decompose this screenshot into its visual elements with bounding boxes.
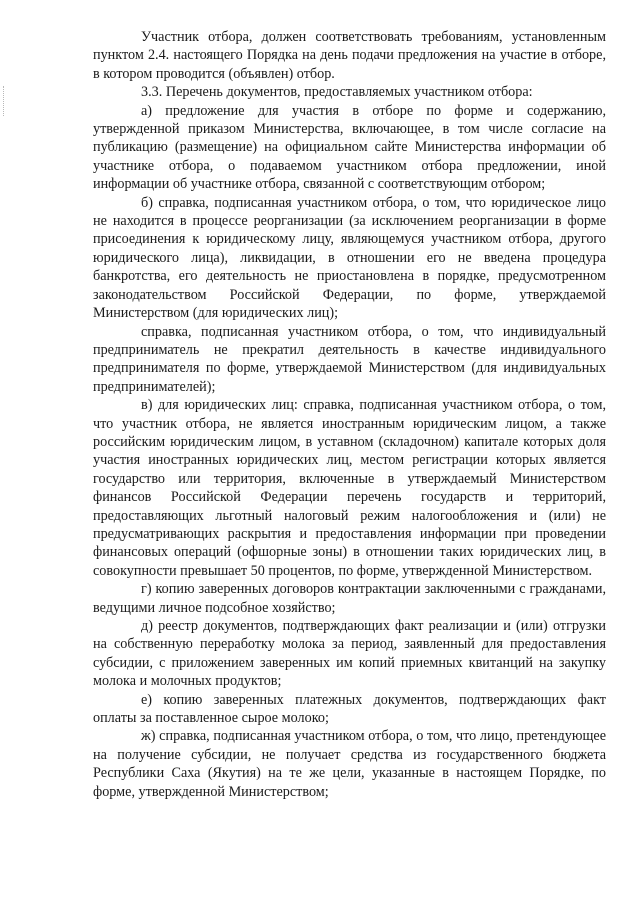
paragraph-item-g: г) копию заверенных договоров контрактации заключенными с гражданами, ведущими личное подсобное хозяйство; — [93, 581, 606, 616]
paragraph-item-e: е) копию заверенных платежных документов, подтверждающих факт оплаты за поставленное сырое молоко; — [93, 691, 606, 727]
paragraph-participant-requirements: Участник отбора, должен соответствовать требованиям, установленным пунктом 2.4. настоящего Порядка на день подачи предложения на участие в отборе, в котором проводится (объявлен) отбор. — [93, 29, 606, 82]
paragraph-item-a: а) предложение для участия в отборе по форме и содержанию, утвержденной приказом Министерства, включающее, в том числе согласие на публикацию (размещение) на официальном сайте Министерства информации об участнике отбора, о подаваемом участником отбора предложении, иной информации об участнике отбора, связанной с соответствующим отбором; — [93, 102, 606, 193]
paragraph-documents-list-heading: 3.3. Перечень документов, предоставляемых участником отбора: — [141, 84, 533, 101]
paragraph-item-b-entrepreneur: справка, подписанная участником отбора, о том, что индивидуальный предприниматель не прекратил деятельность в качестве индивидуального предпринимателя по форме, утверждаемой Министерством (для индивидуальных предпринимателей); — [93, 323, 606, 395]
scan-margin-mark — [3, 86, 6, 116]
document-body — [93, 28, 606, 801]
paragraph-item-b: б) справка, подписанная участником отбора, о том, что юридическое лицо не находится в процессе реорганизации (за исключением реорганизации в форме присоединения к юридическому лицу, являющемуся участником отбора, другого юридического лица), ликвидации, в отношении его не введена процедура банкротства, его деятельность не приостановлена в порядке, предусмотренном законодательством Российской Федерации, по форме, утверждаемой Министерством (для юридических лиц); — [93, 194, 606, 322]
paragraph-item-zh: ж) справка, подписанная участником отбора, о том, что лицо, претендующее на получение субсидии, не получает средства из государственного бюджета Республики Саха (Якутия) на те же цели, указанные в настоящем Порядке, по форме, утвержденной Министерством; — [93, 728, 606, 800]
paragraph-item-v: в) для юридических лиц: справка, подписанная участником отбора, о том, что участник отбора, не является иностранным юридическим лицом, а также российским юридическим лицом, в уставном (складочном) капитале которых доля участия иностранных юридических лиц, местом регистрации которых является государство или территория, включенные в утверждаемый Министерством финансов Российской Федерации перечень государств и территорий, предоставляющих льготный налоговый режим налогообложения и (или) не предусматривающих раскрытия и предоставления информации при проведении финансовых операций (офшорные зоны) в отношении таких юридических лиц, в совокупности превышает 50 процентов, по форме, утвержденной Министерством. — [93, 397, 606, 579]
paragraph-item-d: д) реестр документов, подтверждающих факт реализации и (или) отгрузки на собственную переработку молока за период, заявленный для предоставления субсидии, с приложением заверенных им копий приемных квитанций на закупку молока и молочных продуктов; — [93, 618, 606, 690]
